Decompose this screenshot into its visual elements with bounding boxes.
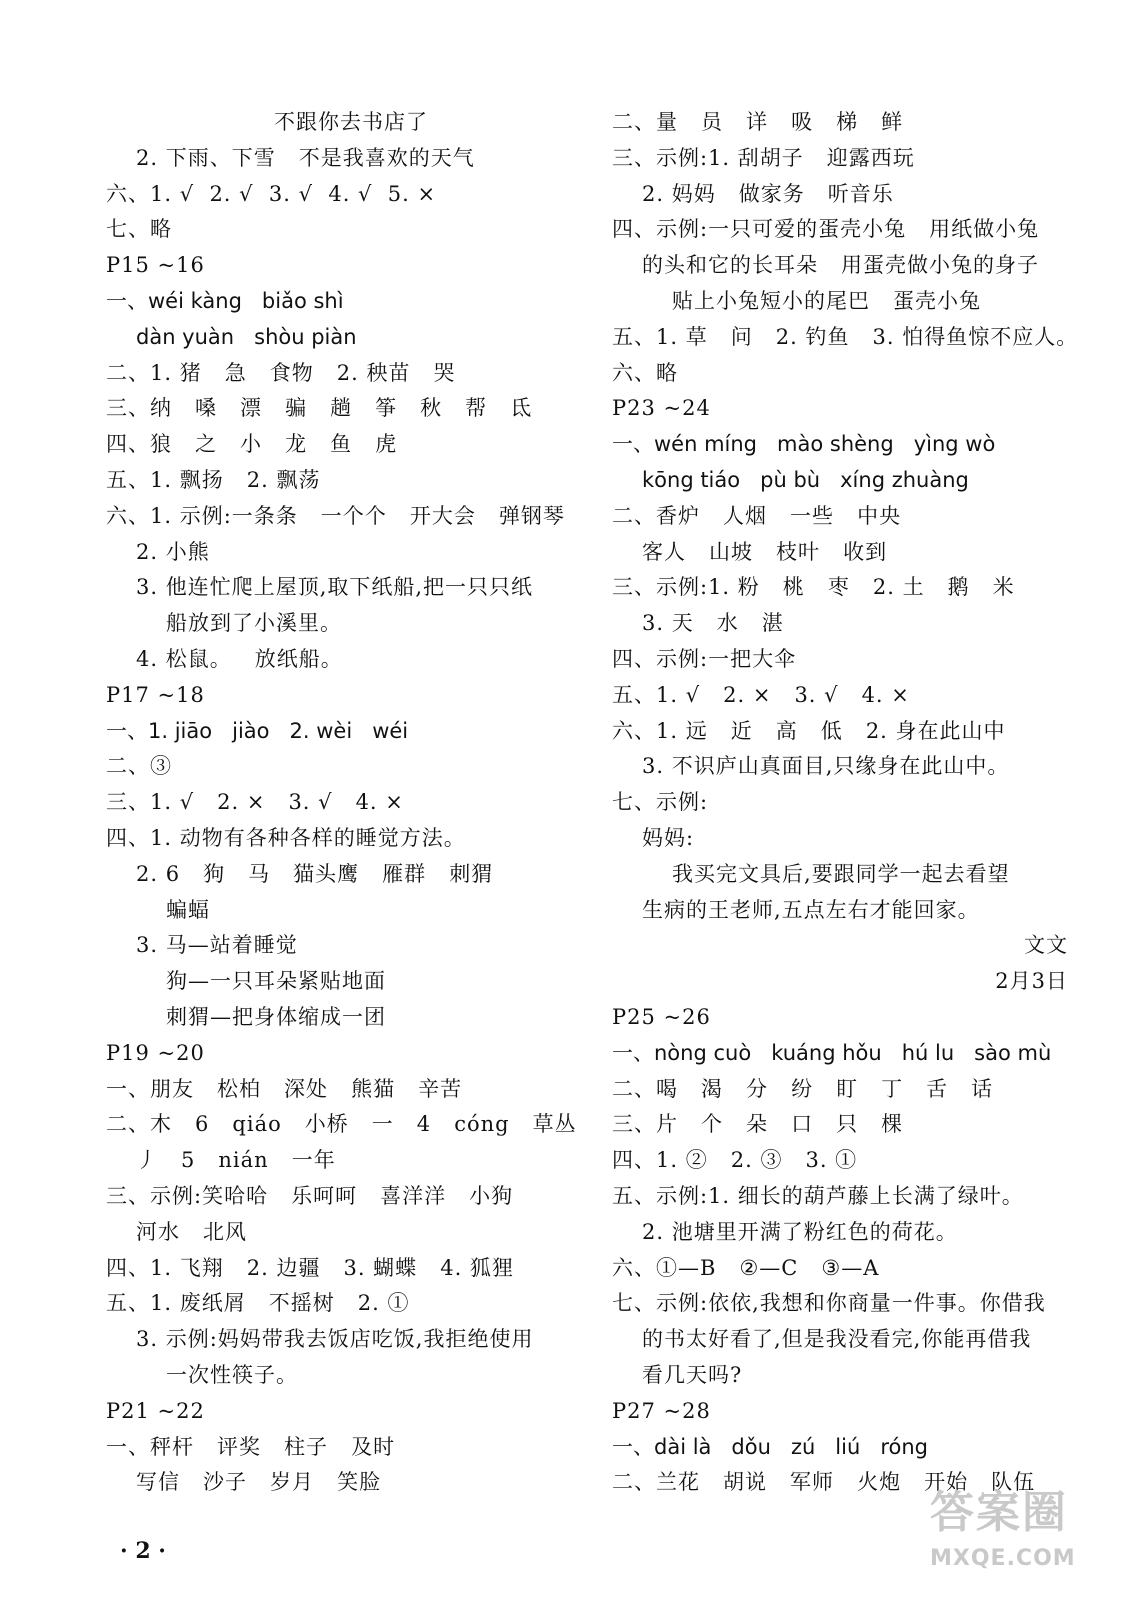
left-answer-line: 2. 小熊 [136,539,210,564]
right-answer-line: 三、片 个 朵 口 只 棵 [612,1112,904,1137]
page-number: · 2 · [120,1538,166,1564]
right-answer-line: 的书太好看了,但是我没看完,你能再借我 [642,1327,1032,1352]
left-answer-line: 六、1. √ 2. √ 3. √ 4. √ 5. × [106,181,437,206]
right-answer-line: P23 ~24 [612,396,711,421]
left-answer-line: P19 ~20 [106,1040,205,1065]
left-answer-line: 一、1. jiāo jiào 2. wèi wéi [106,718,409,743]
right-answer-line: 妈妈: [642,826,695,850]
right-answer-line: 二、喝 渴 分 纷 盯 丁 舌 话 [612,1076,994,1101]
right-answer-line: kōng tiáo pù bù xíng zhuàng [642,468,969,492]
left-answer-line: 刺猬—把身体缩成一团 [166,1005,386,1029]
right-answer-line: 2. 池塘里开满了粉红色的荷花。 [642,1219,958,1244]
left-answer-line: 3. 他连忙爬上屋顶,取下纸船,把一只只纸 [136,575,534,600]
right-answer-line: 文文 [1024,933,1068,958]
right-answer-line: 七、示例:依依,我想和你商量一件事。你借我 [612,1291,1046,1316]
right-answer-line: 二、兰花 胡说 军师 火炮 开始 队伍 [612,1470,1036,1495]
left-answer-line: 蝙蝠 [166,897,210,922]
right-answer-line: 六、略 [612,360,678,385]
left-answer-line: 船放到了小溪里。 [166,611,342,636]
left-answer-line: 写信 沙子 岁月 笑脸 [136,1470,382,1495]
right-answer-line: 六、1. 远 近 高 低 2. 身在此山中 [612,718,1006,743]
left-answer-line: 三、示例:笑哈哈 乐呵呵 喜洋洋 小狗 [106,1184,514,1208]
left-answer-line: 3. 马—站着睡觉 [136,933,298,958]
right-answer-line: 一、nòng cuò kuáng hǒu hú lu sào mù [612,1040,1052,1065]
left-answer-line: 2. 6 狗 马 猫头鹰 雁群 刺猬 [136,861,494,886]
watermark-logo [930,1476,1090,1586]
right-answer-line: 2月3日 [995,969,1068,994]
right-answer-line: 贴上小兔短小的尾巴 蛋壳小兔 [672,289,982,313]
left-answer-line: 七、略 [106,217,172,242]
left-answer-line: 三、纳 嗓 漂 骗 趟 筝 秋 帮 氐 [106,396,533,421]
right-answer-line: 五、1. √ 2. × 3. √ 4. × [612,682,910,707]
left-answer-line: 四、1. 飞翔 2. 边疆 3. 蝴蝶 4. 狐狸 [106,1255,514,1280]
left-answer-line: 五、1. 飘扬 2. 飘荡 [106,468,321,492]
right-answer-line: 四、1. ② 2. ③ 3. ① [612,1148,858,1173]
right-answer-line: 三、示例:1. 粉 桃 枣 2. 土 鹅 米 [612,575,1015,600]
right-answer-line: 3. 天 水 湛 [642,611,784,636]
right-answer-line: 我买完文具后,要跟同学一起去看望 [672,861,1010,886]
left-answer-line: 二、1. 猪 急 食物 2. 秧苗 哭 [106,360,456,385]
left-answer-line: 二、木 6 qiáo 小桥 一 4 cóng 草丛 [106,1112,577,1137]
left-answer-line: 不跟你去书店了 [274,110,428,134]
left-answer-line: 狗—一只耳朵紧贴地面 [166,969,386,994]
right-answer-line: 3. 不识庐山真面目,只缘身在此山中。 [642,754,1010,779]
right-answer-line: P27 ~28 [612,1398,711,1423]
left-answer-line: P15 ~16 [106,253,205,278]
left-answer-line: 4. 松鼠。 放纸船。 [136,647,343,671]
left-answer-line: 一、秤杆 评奖 柱子 及时 [106,1434,396,1459]
left-answer-line: P21 ~22 [106,1398,205,1423]
left-answer-line: 2. 下雨、下雪 不是我喜欢的天气 [136,145,475,170]
right-answer-line: 二、香炉 人烟 一些 中央 [612,503,902,528]
right-answer-line: 七、示例: [612,790,709,815]
left-answer-line: 一、朋友 松柏 深处 熊猫 辛苦 [106,1076,463,1101]
right-answer-line: 二、量 员 详 吸 梯 鲜 [612,110,904,134]
left-answer-line: 河水 北风 [136,1219,248,1244]
left-answer-line: dàn yuàn shòu piàn [136,324,357,349]
left-answer-line: 3. 示例:妈妈带我去饭店吃饭,我拒绝使用 [136,1327,534,1352]
right-answer-line: P25 ~26 [612,1005,711,1029]
right-answer-line: 2. 妈妈 做家务 听音乐 [642,181,894,206]
left-answer-line: 五、1. 废纸屑 不摇树 2. ① [106,1291,410,1316]
left-answer-line: 四、1. 动物有各种各样的睡觉方法。 [106,826,466,850]
right-answer-line: 四、示例:一把大伞 [612,647,797,671]
right-answer-line: 的头和它的长耳朵 用蛋壳做小兔的身子 [642,253,1040,278]
left-answer-line: 一、wéi kàng biǎo shì [106,289,344,313]
right-answer-line: 一、dài là dǒu zú liú róng [612,1434,928,1459]
right-answer-line: 五、示例:1. 细长的葫芦藤上长满了绿叶。 [612,1184,1024,1208]
left-answer-line: 四、狼 之 小 龙 鱼 虎 [106,432,398,457]
right-answer-line: 生病的王老师,五点左右才能回家。 [642,897,980,922]
left-answer-line: 三、1. √ 2. × 3. √ 4. × [106,790,404,815]
right-answer-line: 六、①—B ②—C ③—A [612,1255,880,1280]
right-answer-line: 一、wén míng mào shèng yìng wò [612,432,996,457]
left-answer-line: P17 ~18 [106,682,205,707]
watermark-logo-text: 答案圈 [930,1487,1068,1538]
watermark-url: MXQE.COM [930,1546,1076,1571]
right-answer-line: 三、示例:1. 刮胡子 迎露西玩 [612,145,915,170]
right-answer-line: 客人 山坡 枝叶 收到 [642,539,888,564]
right-answer-line: 四、示例:一只可爱的蛋壳小兔 用纸做小兔 [612,217,1040,242]
right-answer-line: 看几天吗? [642,1363,743,1387]
left-answer-line: 二、③ [106,754,172,779]
right-answer-line: 五、1. 草 问 2. 钓鱼 3. 怕得鱼惊不应人。 [612,324,1079,349]
left-answer-line: 一次性筷子。 [166,1363,298,1387]
left-answer-line: 六、1. 示例:一条条 一个个 开大会 弹钢琴 [106,503,565,528]
left-answer-line: 丿 5 nián 一年 [136,1148,336,1173]
